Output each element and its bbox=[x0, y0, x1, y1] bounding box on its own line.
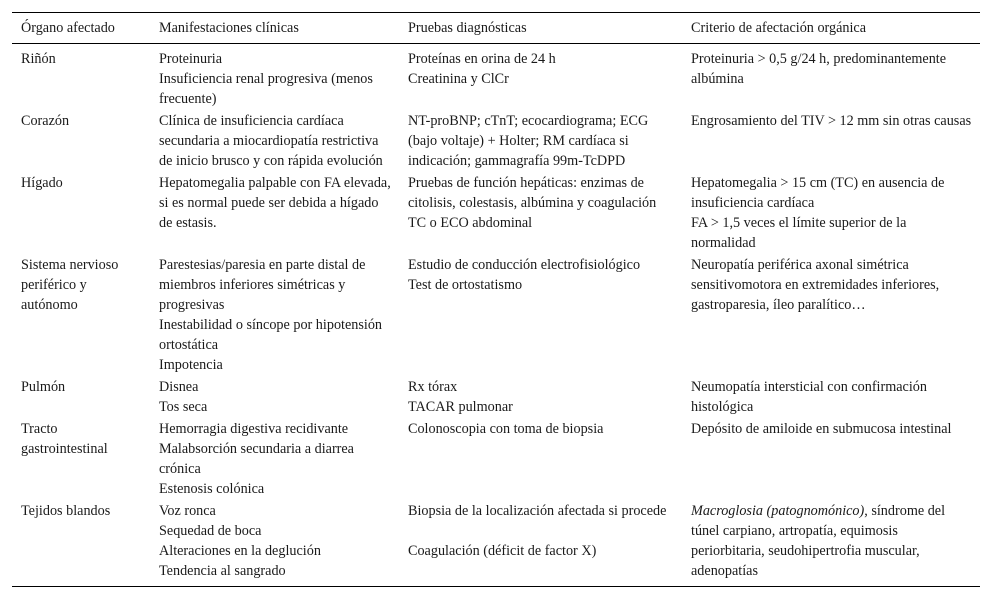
test-item: Test de ortostatismo bbox=[408, 277, 523, 293]
test-item: Biopsia de la localización afectada si procede bbox=[408, 503, 667, 519]
criteria-item bbox=[691, 501, 974, 581]
header-organ: Órgano afectado bbox=[12, 13, 150, 44]
cell-tests bbox=[399, 254, 682, 376]
test-item: TACAR pulmonar bbox=[408, 399, 513, 415]
manifestation-item: Tos seca bbox=[159, 399, 208, 415]
manifestation-item: Hemorragia digestiva recidivante bbox=[159, 421, 349, 437]
header-row bbox=[12, 13, 980, 44]
document-table-container bbox=[12, 12, 980, 587]
criteria-item: Hepatomegalia > 15 cm (TC) en ausencia de insuficiencia cardíaca bbox=[691, 175, 945, 211]
cell-tests bbox=[399, 376, 682, 418]
cell-manifestations bbox=[150, 44, 399, 111]
manifestation-item: Alteraciones en la deglución bbox=[159, 543, 321, 559]
organ-name: Riñón bbox=[21, 51, 56, 67]
table-row bbox=[12, 110, 980, 172]
cell-organ bbox=[12, 500, 150, 587]
criteria-item: Proteinuria > 0,5 g/24 h, predominantemente albúmina bbox=[691, 51, 947, 87]
manifestation-item: Inestabilidad o síncope por hipotensión ortostática bbox=[159, 317, 383, 353]
manifestation-item: Tendencia al sangrado bbox=[159, 563, 286, 579]
table-header bbox=[12, 13, 980, 44]
spacer bbox=[408, 521, 676, 541]
cell-manifestations bbox=[150, 110, 399, 172]
cell-organ bbox=[12, 376, 150, 418]
cell-criteria bbox=[682, 172, 980, 254]
cell-organ bbox=[12, 172, 150, 254]
test-item: Pruebas de función hepáticas: enzimas de citolisis, colestasis, albúmina y coagulación bbox=[408, 175, 657, 211]
organ-name: Tejidos blandos bbox=[21, 503, 111, 519]
manifestation-item: Disnea bbox=[159, 379, 199, 395]
organ-name: Pulmón bbox=[21, 379, 66, 395]
cell-organ bbox=[12, 110, 150, 172]
cell-organ bbox=[12, 418, 150, 500]
table-row bbox=[12, 44, 980, 111]
manifestation-item: Voz ronca bbox=[159, 503, 216, 519]
criteria-item: Neumopatía intersticial con confirmación histológica bbox=[691, 379, 927, 415]
table-row bbox=[12, 418, 980, 500]
header-tests: Pruebas diagnósticas bbox=[399, 13, 682, 44]
test-item: Rx tórax bbox=[408, 379, 458, 395]
organ-name: Sistema nervioso periférico y autónomo bbox=[21, 257, 119, 313]
organ-name: Corazón bbox=[21, 113, 70, 129]
test-item: Estudio de conducción electrofisiológico bbox=[408, 257, 641, 273]
manifestation-item: Estenosis colónica bbox=[159, 481, 265, 497]
header-criteria: Criterio de afectación orgánica bbox=[682, 13, 980, 44]
cell-criteria bbox=[682, 376, 980, 418]
cell-criteria bbox=[682, 500, 980, 587]
cell-criteria bbox=[682, 44, 980, 111]
table-row bbox=[12, 172, 980, 254]
cell-tests bbox=[399, 44, 682, 111]
cell-criteria bbox=[682, 254, 980, 376]
header-manifestations: Manifestaciones clínicas bbox=[150, 13, 399, 44]
criteria-item: FA > 1,5 veces el límite superior de la normalidad bbox=[691, 215, 907, 251]
table-row bbox=[12, 376, 980, 418]
manifestation-item: Clínica de insuficiencia cardíaca secundaria a miocardiopatía restrictiva de inicio brusco y con rápida evolución bbox=[159, 113, 383, 169]
cell-tests bbox=[399, 110, 682, 172]
organ-name: Hígado bbox=[21, 175, 63, 191]
manifestation-item: Sequedad de boca bbox=[159, 523, 262, 539]
cell-tests bbox=[399, 500, 682, 587]
table-body bbox=[12, 44, 980, 587]
manifestation-item: Impotencia bbox=[159, 357, 223, 373]
manifestation-item: Proteinuria bbox=[159, 51, 223, 67]
organ-name: Tracto gastrointestinal bbox=[21, 421, 108, 457]
cell-manifestations bbox=[150, 500, 399, 587]
criteria-item: Depósito de amiloide en submucosa intestinal bbox=[691, 421, 952, 437]
cell-organ bbox=[12, 254, 150, 376]
cell-criteria bbox=[682, 418, 980, 500]
criteria-item: Engrosamiento del TIV > 12 mm sin otras causas bbox=[691, 113, 972, 129]
cell-manifestations bbox=[150, 172, 399, 254]
table-row bbox=[12, 500, 980, 587]
cell-manifestations bbox=[150, 418, 399, 500]
manifestation-item: Parestesias/paresia en parte distal de miembros inferiores simétricas y progresivas bbox=[159, 257, 366, 313]
cell-tests bbox=[399, 172, 682, 254]
test-item: TC o ECO abdominal bbox=[408, 215, 533, 231]
test-item: Colonoscopia con toma de biopsia bbox=[408, 421, 604, 437]
manifestation-item: Malabsorción secundaria a diarrea crónica bbox=[159, 441, 354, 477]
amyloidosis-organ-table bbox=[12, 12, 980, 587]
manifestation-item: Hepatomegalia palpable con FA elevada, si es normal puede ser debida a hígado de estasis. bbox=[159, 175, 391, 231]
test-item: Coagulación (déficit de factor X) bbox=[408, 543, 597, 559]
table-row bbox=[12, 254, 980, 376]
manifestation-item: Insuficiencia renal progresiva (menos frecuente) bbox=[159, 71, 373, 107]
cell-criteria bbox=[682, 110, 980, 172]
criteria-italic-term: Macroglosia (patognomónico) bbox=[691, 503, 865, 519]
test-item: NT-proBNP; cTnT; ecocardiograma; ECG (bajo voltaje) + Holter; RM cardíaca si indicación; gammagrafía 99m-TcDPD bbox=[408, 113, 649, 169]
test-item: Creatinina y ClCr bbox=[408, 71, 509, 87]
criteria-rest: , síndrome del túnel carpiano, artropatía, equimosis periorbitaria, seudohipertrofia muscular, adenopatías bbox=[691, 503, 946, 579]
cell-tests bbox=[399, 418, 682, 500]
cell-manifestations bbox=[150, 254, 399, 376]
cell-manifestations bbox=[150, 376, 399, 418]
cell-organ bbox=[12, 44, 150, 111]
criteria-item: Neuropatía periférica axonal simétrica sensitivomotora en extremidades inferiores, gastroparesia, íleo paralítico… bbox=[691, 257, 940, 313]
test-item: Proteínas en orina de 24 h bbox=[408, 51, 556, 67]
